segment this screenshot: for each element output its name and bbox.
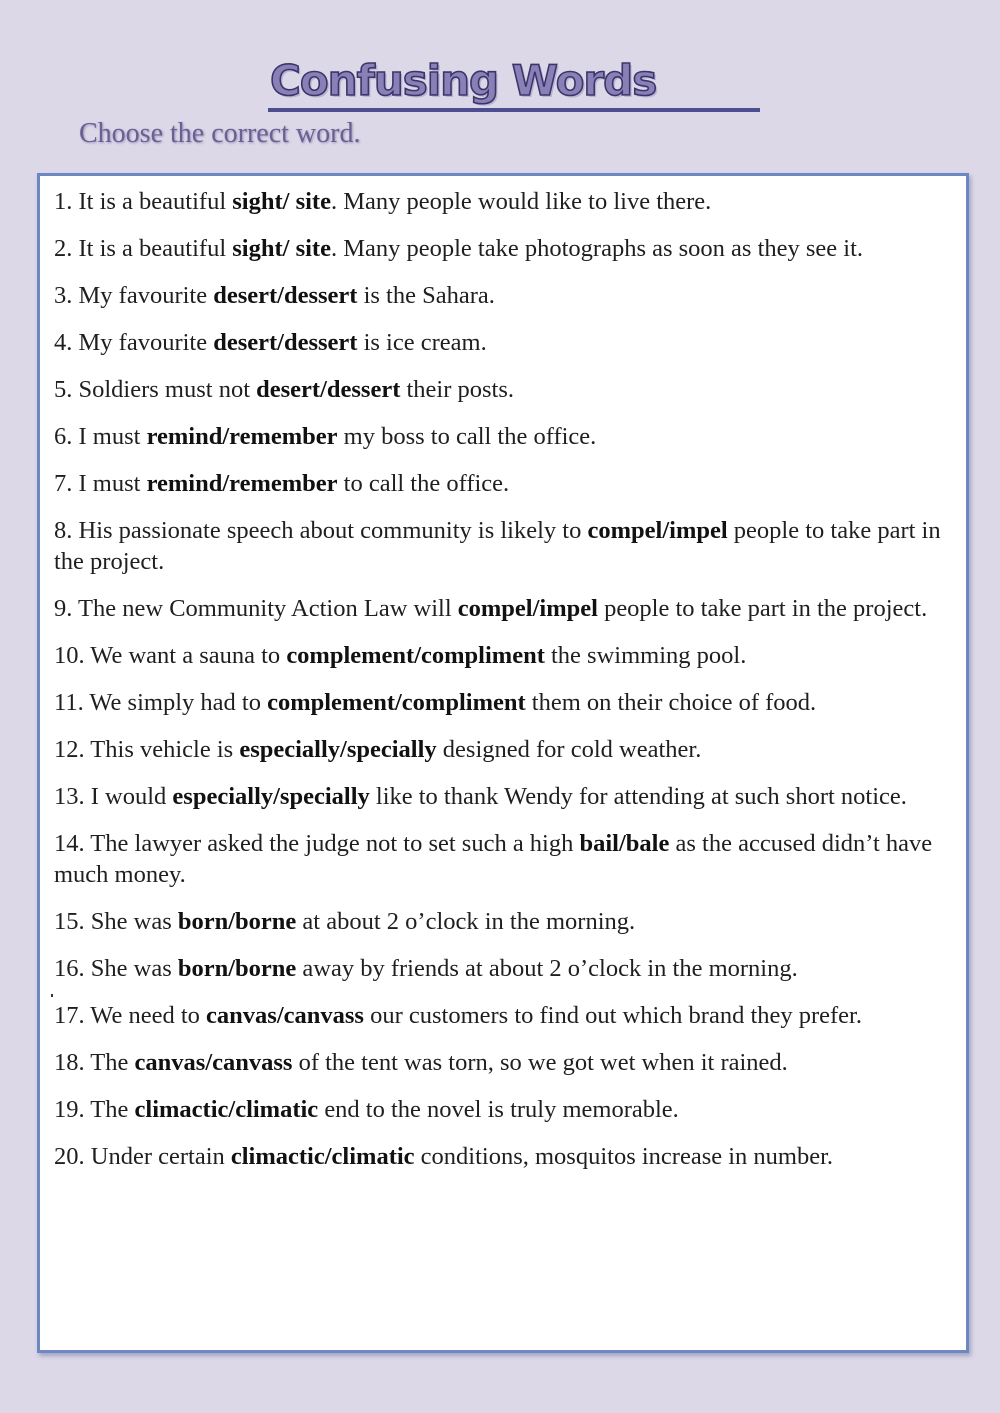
question-text-after: . Many people would like to live there. bbox=[330, 188, 712, 215]
question-text-before: 5. Soldiers must not bbox=[54, 376, 257, 403]
word-choice: desert/dessert bbox=[213, 329, 358, 356]
question-item bbox=[54, 828, 954, 890]
question-text-after: the swimming pool. bbox=[544, 642, 747, 669]
question-text-after: is ice cream. bbox=[357, 329, 487, 356]
question-item bbox=[54, 953, 954, 984]
question-text-before: 2. It is a beautiful bbox=[54, 235, 233, 262]
question-text-after: their posts. bbox=[400, 376, 515, 403]
page-title: Confusing Words bbox=[270, 56, 657, 105]
stray-mark bbox=[51, 994, 53, 997]
question-text-after: at about 2 o’clock in the morning. bbox=[296, 908, 636, 935]
question-item bbox=[54, 186, 954, 217]
question-text-before: 13. I would bbox=[54, 783, 173, 810]
question-text-before: 19. The bbox=[54, 1096, 135, 1123]
question-item bbox=[54, 421, 954, 452]
question-text-after: is the Sahara. bbox=[357, 282, 495, 309]
question-text-before: 12. This vehicle is bbox=[54, 736, 240, 763]
question-item bbox=[54, 1000, 954, 1031]
question-text-before: 1. It is a beautiful bbox=[54, 188, 233, 215]
word-choice: desert/dessert bbox=[213, 282, 358, 309]
question-text-before: 17. We need to bbox=[54, 1002, 207, 1029]
question-item bbox=[54, 1094, 954, 1125]
word-choice: remind/remember bbox=[146, 423, 338, 450]
question-item bbox=[54, 593, 954, 624]
question-item bbox=[54, 233, 954, 264]
question-text-before: 10. We want a sauna to bbox=[54, 642, 287, 669]
question-item bbox=[54, 906, 954, 937]
question-text-before: 16. She was bbox=[54, 955, 178, 982]
question-text-after: people to take part in the project. bbox=[597, 595, 928, 622]
word-choice: born/borne bbox=[177, 908, 297, 935]
question-text-after: as the accused didn’t have much money. bbox=[54, 830, 933, 888]
question-item bbox=[54, 687, 954, 718]
question-text-before: 18. The bbox=[54, 1049, 135, 1076]
question-text-after: our customers to find out which brand they prefer. bbox=[363, 1002, 862, 1029]
question-text-after: . Many people take photographs as soon as they see it. bbox=[330, 235, 864, 262]
question-text-after: end to the novel is truly memorable. bbox=[318, 1096, 679, 1123]
question-text-before: 7. I must bbox=[54, 470, 147, 497]
question-item bbox=[54, 1047, 954, 1078]
question-text-before: 4. My favourite bbox=[54, 329, 214, 356]
word-choice: canvas/canvass bbox=[134, 1049, 293, 1076]
word-choice: desert/dessert bbox=[256, 376, 401, 403]
question-text-before: 15. She was bbox=[54, 908, 178, 935]
question-text-after: to call the office. bbox=[337, 470, 510, 497]
question-item bbox=[54, 374, 954, 405]
question-item bbox=[54, 640, 954, 671]
question-list bbox=[54, 186, 954, 1172]
question-item bbox=[54, 327, 954, 358]
word-choice: compel/impel bbox=[457, 595, 598, 622]
question-item bbox=[54, 734, 954, 765]
question-text-after: conditions, mosquitos increase in number. bbox=[414, 1143, 834, 1170]
question-text-before: 11. We simply had to bbox=[54, 689, 268, 716]
question-text-after: them on their choice of food. bbox=[525, 689, 817, 716]
question-item bbox=[54, 515, 954, 577]
word-choice: especially/specially bbox=[239, 736, 437, 763]
question-text-after: my boss to call the office. bbox=[337, 423, 597, 450]
word-choice: canvas/canvass bbox=[206, 1002, 364, 1029]
question-text-after: designed for cold weather. bbox=[436, 736, 702, 763]
question-text-before: 20. Under certain bbox=[54, 1143, 231, 1170]
word-choice: climactic/climatic bbox=[134, 1096, 319, 1123]
question-text-after: like to thank Wendy for attending at such short notice. bbox=[369, 783, 907, 810]
word-choice: sight/ site bbox=[232, 235, 331, 262]
word-choice: compel/impel bbox=[587, 517, 728, 544]
question-text-before: 14. The lawyer asked the judge not to set such a high bbox=[54, 830, 580, 857]
word-choice: especially/specially bbox=[172, 783, 370, 810]
question-item bbox=[54, 280, 954, 311]
question-text-after: people to take part in the project. bbox=[54, 517, 941, 575]
question-item bbox=[54, 468, 954, 499]
question-text-after: away by friends at about 2 o’clock in the morning. bbox=[296, 955, 798, 982]
question-item bbox=[54, 1141, 954, 1172]
word-choice: bail/bale bbox=[579, 830, 670, 857]
word-choice: climactic/climatic bbox=[230, 1143, 415, 1170]
question-text-before: 8. His passionate speech about community is likely to bbox=[54, 517, 588, 544]
exercise-box bbox=[37, 173, 969, 1353]
word-choice: complement/compliment bbox=[267, 689, 526, 716]
question-text-before: 6. I must bbox=[54, 423, 147, 450]
question-item bbox=[54, 781, 954, 812]
title-underline bbox=[268, 58, 760, 112]
word-choice: sight/ site bbox=[232, 188, 331, 215]
question-text-after: of the tent was torn, so we got wet when it rained. bbox=[292, 1049, 788, 1076]
word-choice: complement/compliment bbox=[286, 642, 545, 669]
question-text-before: 9. The new Community Action Law will bbox=[54, 595, 458, 622]
instruction-text: Choose the correct word. bbox=[79, 118, 361, 149]
word-choice: remind/remember bbox=[146, 470, 338, 497]
word-choice: born/borne bbox=[177, 955, 297, 982]
question-text-before: 3. My favourite bbox=[54, 282, 214, 309]
